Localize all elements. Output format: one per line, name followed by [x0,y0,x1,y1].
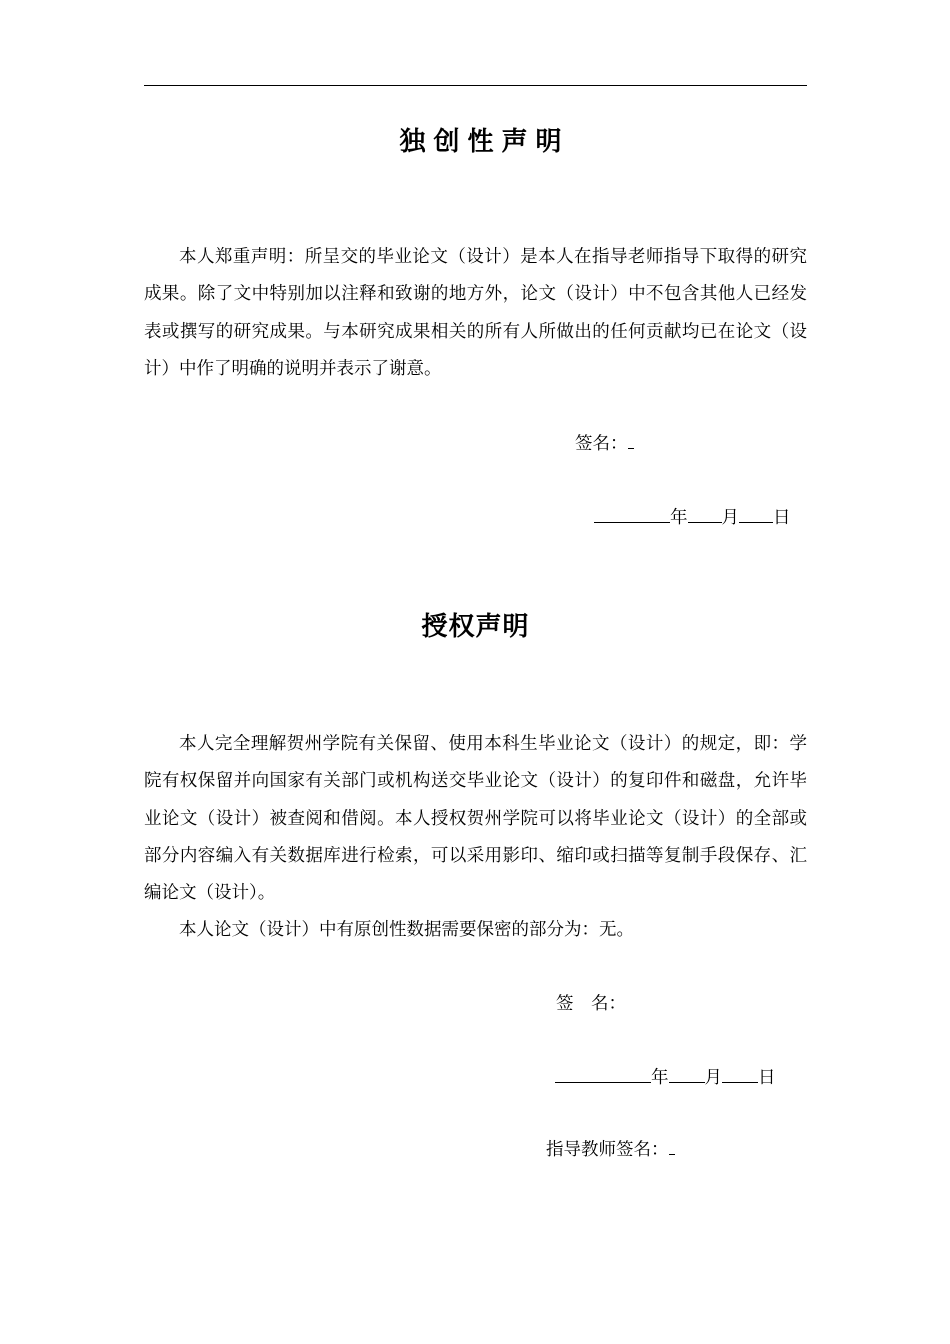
originality-signature-label: 签名： [575,434,628,454]
authorization-signature-line [556,992,626,1016]
advisor-signature-blank [669,1136,675,1155]
originality-signature-line [575,430,634,456]
authorization-title: 授权声明 [421,612,530,642]
originality-month-label: 月 [721,508,739,528]
originality-title: 独创性声明 [399,127,570,157]
authorization-year-blank [555,1064,651,1083]
originality-date-line [594,504,791,530]
authorization-body-secondary [144,912,807,949]
authorization-date-line [555,1064,776,1090]
authorization-month-label: 月 [704,1068,722,1088]
originality-year-label: 年 [670,508,688,528]
originality-day-blank [739,504,773,523]
originality-year-blank [594,504,670,523]
authorization-day-label: 日 [758,1068,776,1088]
originality-month-blank [688,504,722,523]
authorization-day-blank [722,1064,758,1083]
header-rule [144,85,807,86]
authorization-body [144,726,807,912]
originality-body [144,239,807,388]
authorization-month-blank [669,1064,705,1083]
advisor-signature-line [546,1136,675,1162]
authorization-year-label: 年 [651,1068,669,1088]
originality-signature-blank [628,430,634,449]
advisor-signature-label: 指导教师签名： [546,1140,669,1160]
authorization-paragraph-1: 本人完全理解贺州学院有关保留、使用本科生毕业论文（设计）的规定，即：学院有权保留并向国家有关部门或机构送交毕业论文（设计）的复印件和磁盘，允许毕业论文（设计）被查阅和借阅。本人授权贺州学院可以将毕业论文（设计）的全部或部分内容编入有关数据库进行检索，可以采用影印、缩印或扫描等复制手段保存、汇编论文（设计）。 [144,734,807,904]
originality-paragraph: 本人郑重声明：所呈交的毕业论文（设计）是本人在指导老师指导下取得的研究成果。除了文中特别加以注释和致谢的地方外，论文（设计）中不包含其他人已经发表或撰写的研究成果。与本研究成果相关的所有人所做出的任何贡献均已在论文（设计）中作了明确的说明并表示了谢意。 [144,247,807,379]
authorization-signature-label: 签 名： [556,994,626,1014]
authorization-paragraph-2: 本人论文（设计）中有原创性数据需要保密的部分为：无。 [179,920,634,940]
originality-day-label: 日 [773,508,791,528]
